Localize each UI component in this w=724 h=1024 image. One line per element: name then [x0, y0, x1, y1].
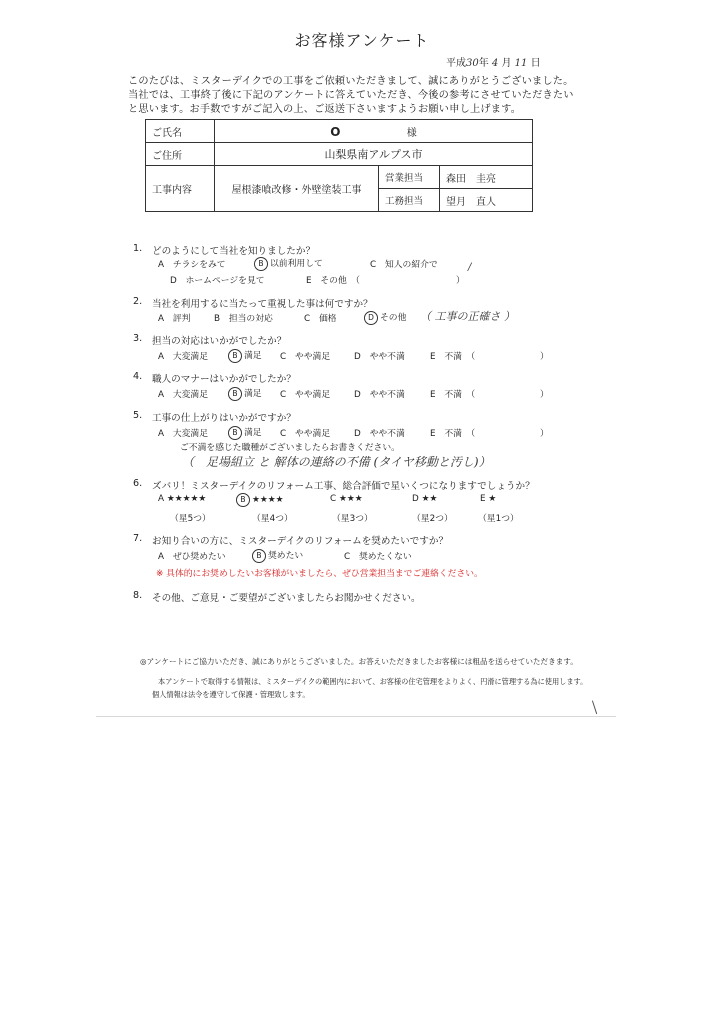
q7-option-c[interactable]: C 奨めたくない	[344, 552, 412, 562]
q6-option-d-caption: （星2つ）	[412, 514, 453, 524]
q4-option-d[interactable]: D やや不満	[354, 390, 405, 400]
q6-number: 6.	[133, 478, 143, 489]
survey-date: 平成30年 4 月 11 日	[446, 58, 541, 69]
page-title: お客様アンケート	[294, 31, 430, 50]
q6-option-c[interactable]: C ★★★	[330, 494, 363, 504]
q8-text: その他、ご意見・ご要望がございましたらお聞かせください。	[152, 593, 421, 604]
q1-text: どのようにして当社を知りましたか？	[152, 246, 316, 257]
q6-option-b[interactable]: B ★★★★	[236, 493, 284, 507]
intro-line: このたびは、ミスターデイクでの工事をご依頼いただきまして、誠にありがとうございました。	[128, 76, 574, 87]
intro-line: 当社では、工事終了後に下記のアンケートに答えていただき、今後の参考にさせていただきたい	[128, 90, 574, 101]
name-cell	[215, 120, 533, 143]
selected-circle-icon: B	[254, 257, 268, 271]
q4-text: 職人のマナーはいかがでしたか？	[152, 374, 296, 385]
address-label: ご住所	[146, 143, 215, 166]
q5-number: 5.	[133, 410, 143, 421]
q1-handwritten-mark: /	[468, 262, 472, 273]
q1-option-d[interactable]: D ホームページを見て	[170, 276, 265, 286]
q2-option-c[interactable]: C 価格	[304, 314, 337, 324]
q5-subquestion: ご不満を感じた職種がございましたらお書きください。	[180, 443, 400, 453]
q4-option-c[interactable]: C やや満足	[280, 390, 331, 400]
pen-mark	[592, 700, 599, 714]
work-label: 工事内容	[146, 166, 215, 212]
engineer-label: 工務担当	[379, 189, 440, 212]
q3-option-a[interactable]: A 大変満足	[158, 352, 209, 362]
q2-handwritten-answer: （ 工事の正確さ ）	[420, 310, 515, 323]
page-divider	[96, 716, 616, 717]
work-value: 屋根漆喰改修・外壁塗装工事	[215, 166, 379, 212]
q6-option-e[interactable]: E ★	[480, 494, 497, 504]
footer-thanks: ◎アンケートにご協力いただき、誠にありがとうございました。お答えいただきましたお客様には粗品を送らせていただきます。	[140, 657, 578, 666]
q3-option-e[interactable]: E 不満 （	[430, 352, 476, 362]
q4-option-e-close: ）	[540, 390, 549, 400]
q5-option-b[interactable]: B 満足	[228, 425, 262, 440]
q6-option-a-caption: （星5つ）	[170, 514, 211, 524]
q5-option-c[interactable]: C やや満足	[280, 429, 331, 439]
q4-option-e[interactable]: E 不満 （	[430, 390, 476, 400]
intro-line: と思います。お手数ですがご記入の上、ご返送下さいますようお願い申し上げます。	[128, 104, 522, 115]
q1-option-b[interactable]: B 以前利用して	[254, 256, 323, 271]
q5-option-d[interactable]: D やや不満	[354, 429, 405, 439]
address-value: 山梨県南アルプス市	[215, 143, 533, 166]
q6-option-b-caption: （星4つ）	[252, 514, 293, 524]
q2-option-b[interactable]: B 担当の対応	[214, 314, 273, 324]
q5-option-e-close: ）	[540, 429, 549, 439]
q1-option-e-close: ）	[456, 276, 465, 286]
q5-handwritten-answer: （ 足場組立 と 解体の連絡の不備 (タイヤ移動と汚し)）	[182, 455, 491, 469]
q4-number: 4.	[133, 371, 143, 382]
q7-option-b[interactable]: B 奨めたい	[252, 548, 303, 563]
q3-option-e-close: ）	[540, 352, 549, 362]
q7-note: ※ 具体的にお奨めしたいお客様がいましたら、ぜひ営業担当までご連絡ください。	[156, 569, 483, 579]
sales-value: 森田 圭亮	[440, 166, 533, 189]
q5-option-e[interactable]: E 不満 （	[430, 429, 476, 439]
footer-privacy-1: 本アンケートで取得する情報は、ミスターデイクの範囲内において、お客様の住宅管理をよりよく、円滑に管理する為に使用します。	[158, 677, 588, 686]
q5-text: 工事の仕上がりはいかがですか？	[152, 413, 296, 424]
q2-text: 当社を利用するに当たって重視した事は何ですか？	[152, 299, 373, 310]
q3-number: 3.	[133, 333, 143, 344]
q6-text: ズバリ！ミスターデイクのリフォーム工事、総合評価で星いくつになりますでしょうか？	[152, 481, 535, 492]
q7-option-a[interactable]: A ぜひ奨めたい	[158, 552, 226, 562]
q7-number: 7.	[133, 533, 143, 544]
q8-number: 8.	[133, 590, 143, 601]
selected-circle-icon: B	[228, 387, 242, 401]
q4-option-b[interactable]: B 満足	[228, 386, 262, 401]
q6-option-a[interactable]: A ★★★★★	[158, 494, 207, 504]
q5-option-a[interactable]: A 大変満足	[158, 429, 209, 439]
q4-option-a[interactable]: A 大変満足	[158, 390, 209, 400]
q6-option-c-caption: （星3つ）	[332, 514, 373, 524]
q1-number: 1.	[133, 243, 143, 254]
customer-info-table	[145, 119, 533, 212]
q3-text: 担当の対応はいかがでしたか？	[152, 336, 287, 347]
q2-option-d[interactable]: D その他	[364, 310, 406, 325]
q1-option-c[interactable]: C 知人の紹介で	[370, 260, 438, 270]
q1-option-a[interactable]: A チラシをみて	[158, 260, 226, 270]
q3-option-b[interactable]: B 満足	[228, 348, 262, 363]
date-day: 11	[514, 58, 528, 69]
selected-circle-icon: D	[364, 311, 378, 325]
q2-option-a[interactable]: A 評判	[158, 314, 191, 324]
name-value: O	[330, 124, 341, 139]
q7-text: お知り合いの方に、ミスターデイクのリフォームを奨めたいですか？	[152, 536, 449, 547]
q3-option-c[interactable]: C やや満足	[280, 352, 331, 362]
selected-circle-icon: B	[252, 549, 266, 563]
selected-circle-icon: B	[228, 426, 242, 440]
q3-option-d[interactable]: D やや不満	[354, 352, 405, 362]
selected-circle-icon: B	[228, 349, 242, 363]
engineer-value: 望月 直人	[440, 189, 533, 212]
name-label: ご氏名	[146, 120, 215, 143]
q1-option-e[interactable]: E その他 （	[306, 276, 360, 286]
q2-number: 2.	[133, 296, 143, 307]
date-year: 30	[466, 58, 479, 69]
q6-option-d[interactable]: D ★★	[412, 494, 438, 504]
name-suffix: 様	[406, 127, 417, 139]
selected-circle-icon: B	[236, 493, 250, 507]
date-month: 4	[491, 58, 499, 69]
sales-label: 営業担当	[379, 166, 440, 189]
q6-option-e-caption: （星1つ）	[478, 514, 519, 524]
footer-privacy-2: 個人情報は法令を遵守して保護・管理致します。	[152, 690, 310, 699]
